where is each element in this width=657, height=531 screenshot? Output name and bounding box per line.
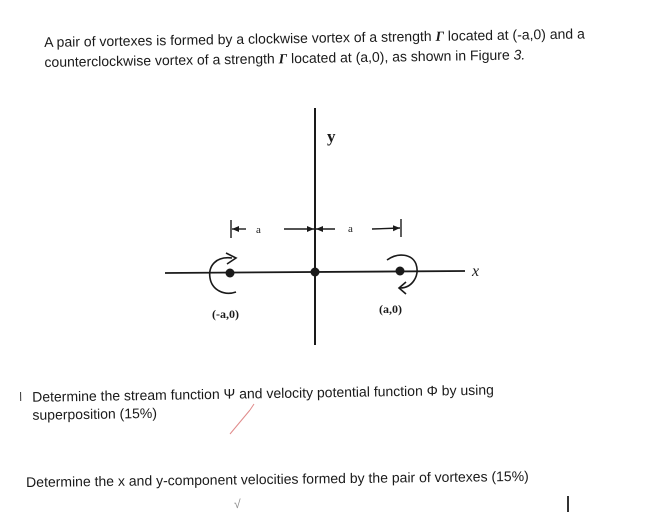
question-1 (20, 379, 580, 424)
x-axis-label: x (472, 263, 480, 280)
right-point-label: (a,0) (379, 302, 402, 316)
left-vortex-point (226, 269, 235, 278)
check-mark: √ (234, 497, 241, 511)
gamma-symbol-2: Γ (278, 52, 288, 68)
intro-text-2: located at (-a,0) and a counterclockwise vortex of a strength (44, 25, 585, 70)
right-vortex-point (396, 267, 405, 276)
origin-point (311, 268, 320, 277)
intro-text-1: A pair of vortexes is formed by a clockwise vortex of a strength (44, 27, 436, 50)
intro-text-3: located at (a,0), as shown in Figure (287, 46, 514, 67)
question-2: Determine the x and y-component velocities formed by the pair of vortexes (15%) (26, 467, 529, 490)
problem-statement (44, 24, 635, 73)
question-1-text: Determine the stream function Ψ and velocity potential function Φ by using superposition (15%) (32, 381, 494, 423)
vortex-figure (150, 100, 510, 360)
y-axis-label: y (327, 127, 336, 146)
dim-arrow-right-b (372, 228, 400, 229)
dim-label-left: a (256, 224, 261, 236)
figure-reference: 3. (513, 46, 526, 63)
dim-label-right: a (348, 223, 353, 235)
gamma-symbol: Γ (435, 29, 445, 45)
vortex-diagram (150, 100, 510, 360)
text-cursor-mark (567, 496, 569, 512)
question-1-bullet (20, 392, 21, 401)
pen-mark (226, 394, 286, 436)
left-point-label: (-a,0) (212, 307, 239, 321)
